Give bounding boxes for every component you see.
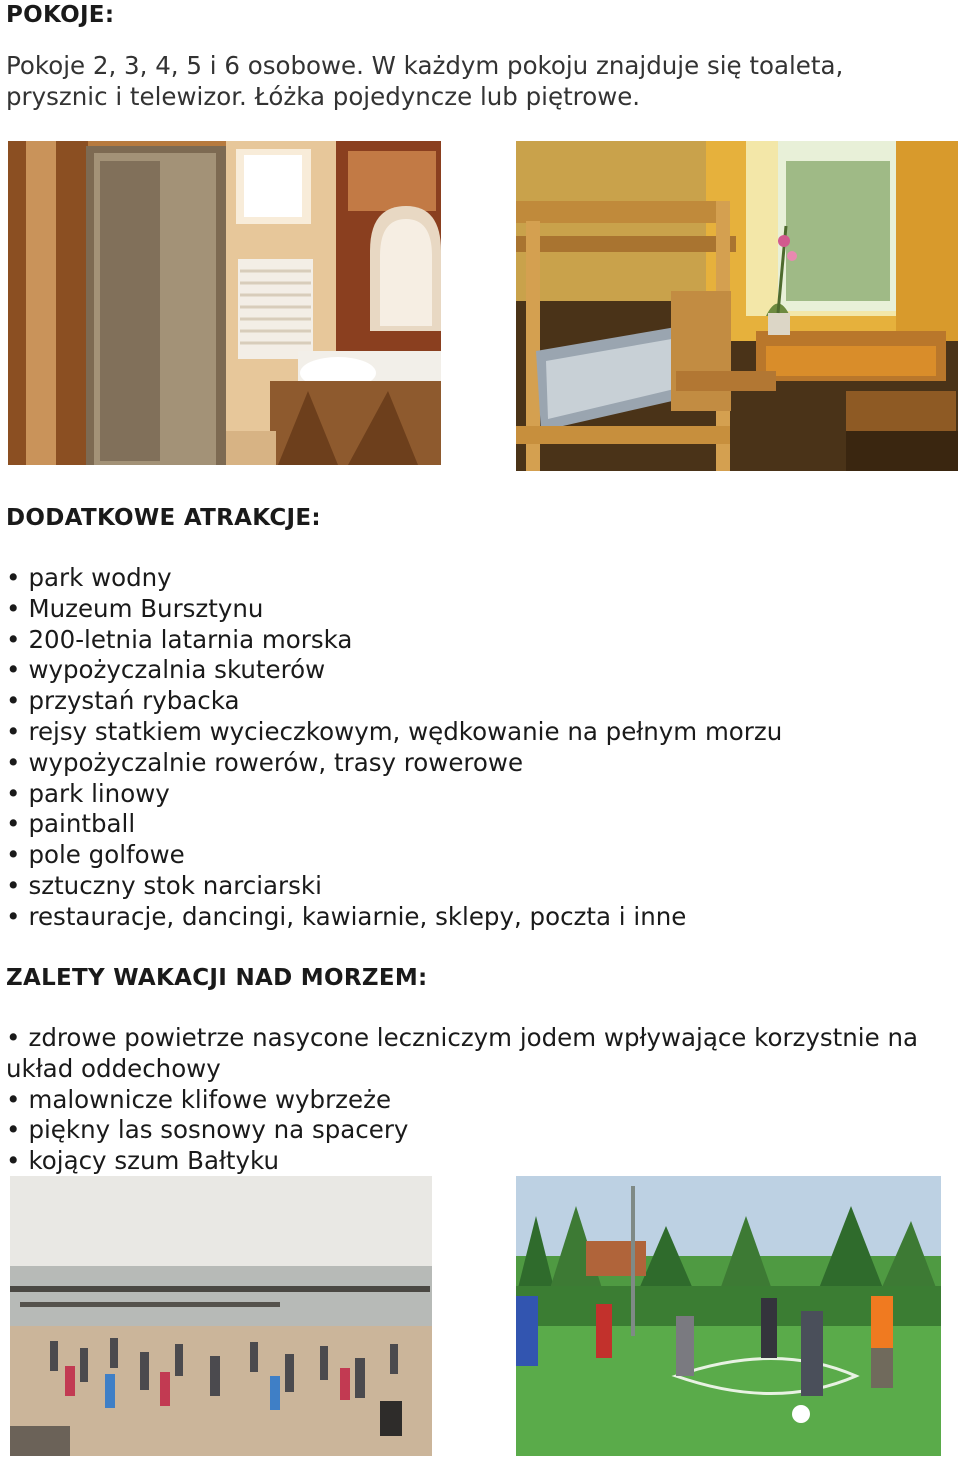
list-item: • malownicze klifowe wybrzeże xyxy=(6,1085,950,1116)
list-item: • zdrowe powietrze nasycone leczniczym jodem wpływające korzystnie na układ oddechowy xyxy=(6,1023,950,1085)
list-item: • przystań rybacka xyxy=(6,686,946,717)
list-item: • restauracje, dancingi, kawiarnie, sklepy, poczta i inne xyxy=(6,902,946,933)
advantages-heading: ZALETY WAKACJI NAD MORZEM: xyxy=(6,965,428,991)
list-item: • Muzeum Bursztynu xyxy=(6,594,946,625)
list-item: • 200-letnia latarnia morska xyxy=(6,625,946,656)
list-item: • kojący szum Bałtyku xyxy=(6,1146,950,1177)
list-item: • sztuczny stok narciarski xyxy=(6,871,946,902)
list-item: • pole golfowe xyxy=(6,840,946,871)
rooms-description: Pokoje 2, 3, 4, 5 i 6 osobowe. W każdym pokoju znajduje się toaleta, prysznic i telewizor. Łóżka pojedyncze lub piętrowe. xyxy=(6,51,844,111)
list-item: • wypożyczalnia skuterów xyxy=(6,655,946,686)
beach-photo xyxy=(10,1176,432,1456)
list-item: • park wodny xyxy=(6,563,946,594)
bedroom-photo xyxy=(516,141,958,471)
rooms-heading: POKOJE: xyxy=(6,2,115,28)
list-item: • wypożyczalnie rowerów, trasy rowerowe xyxy=(6,748,946,779)
attractions-list xyxy=(6,563,946,933)
bathroom-photo xyxy=(8,141,441,465)
advantages-list xyxy=(6,1023,950,1177)
attractions-heading: DODATKOWE ATRAKCJE: xyxy=(6,505,321,531)
football-photo xyxy=(516,1176,941,1456)
list-item: • paintball xyxy=(6,809,946,840)
list-item: • piękny las sosnowy na spacery xyxy=(6,1115,950,1146)
list-item: • rejsy statkiem wycieczkowym, wędkowanie na pełnym morzu xyxy=(6,717,946,748)
list-item: • park linowy xyxy=(6,779,946,810)
